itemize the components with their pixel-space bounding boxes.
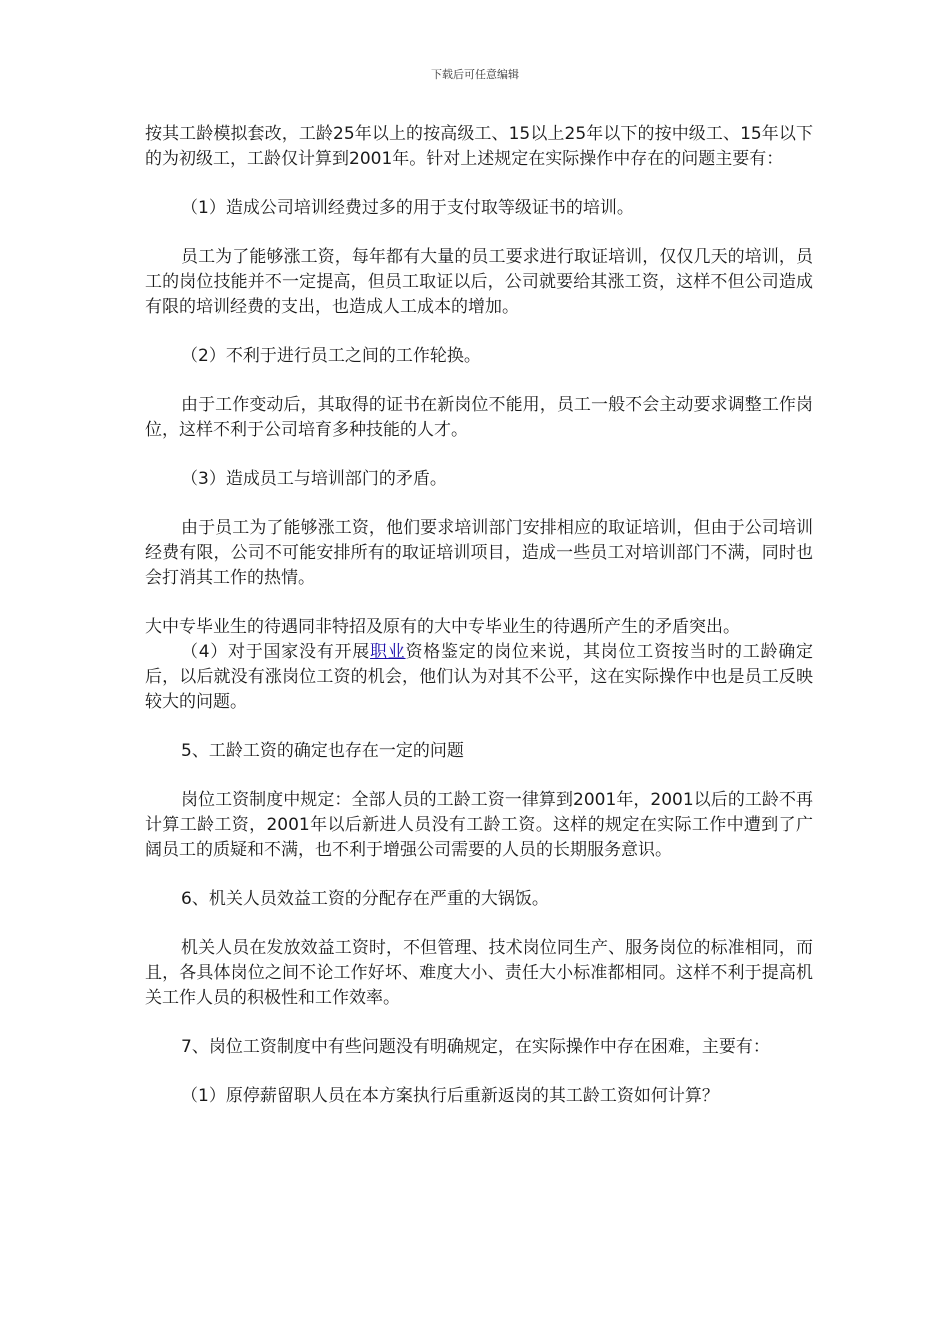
- list-item-4-text-before: （4）对于国家没有开展: [181, 642, 371, 662]
- paragraph-13: 机关人员在发放效益工资时，不但管理、技术岗位同生产、服务岗位的标准相同，而且，各具体岗位之间不论工作好坏、难度大小、责任大小标准都相同。这样不利于提高机关工作人员的积极性和工作效率。: [145, 938, 813, 1008]
- paragraph-1: 按其工龄模拟套改，工龄25年以上的按高级工、15以上25年以下的按中级工、15年以下的为初级工，工龄仅计算到2001年。针对上述规定在实际操作中存在的问题主要有：: [145, 124, 813, 169]
- list-item-3: （3）造成员工与培训部门的矛盾。: [181, 469, 447, 489]
- list-item-4-text-after: 资格鉴定的岗位来说，其岗位工资按当时的工龄确定后，以后就没有涨岗位工资的机会，他们认为对其不公平，这在实际操作中也是员工反映较大的问题。: [145, 642, 813, 712]
- paragraph-11: 岗位工资制度中规定：全部人员的工龄工资一律算到2001年，2001以后的工龄不再计算工龄工资，2001年以后新进人员没有工龄工资。这样的规定在实际工作中遭到了广阔员工的质疑和不满，也不利于增强公司需要的人员的长期服务意识。: [145, 790, 813, 860]
- section-heading-6: 6、机关人员效益工资的分配存在严重的大锅饭。: [181, 889, 549, 909]
- list-item-4: [145, 640, 813, 715]
- paragraph-5: 由于工作变动后，其取得的证书在新岗位不能用，员工一般不会主动要求调整工作岗位，这样不利于公司培育多种技能的人才。: [145, 395, 813, 440]
- document-body: [145, 122, 813, 1109]
- link-zhiye[interactable]: 职业: [370, 642, 406, 662]
- section-heading-5: 5、工龄工资的确定也存在一定的问题: [181, 741, 464, 761]
- list-item-1: （1）造成公司培训经费过多的用于支付取等级证书的培训。: [181, 198, 634, 218]
- paragraph-7: 由于员工为了能够涨工资，他们要求培训部门安排相应的取证培训，但由于公司培训经费有限，公司不可能安排所有的取证培训项目，造成一些员工对培训部门不满，同时也会打消其工作的热情。: [145, 518, 813, 588]
- list-item-7-1: （1）原停薪留职人员在本方案执行后重新返岗的其工龄工资如何计算？: [181, 1086, 719, 1106]
- paragraph-8: 大中专毕业生的待遇同非特招及原有的大中专毕业生的待遇所产生的矛盾突出。: [145, 617, 740, 637]
- paragraph-3: 员工为了能够涨工资，每年都有大量的员工要求进行取证培训，仅仅几天的培训，员工的岗位技能并不一定提高，但员工取证以后，公司就要给其涨工资，这样不但公司造成有限的培训经费的支出，也造成人工成本的增加。: [145, 247, 813, 317]
- page-header: 下载后可任意编辑: [431, 68, 519, 81]
- list-item-2: （2）不利于进行员工之间的工作轮换。: [181, 346, 481, 366]
- section-heading-7: 7、岗位工资制度中有些问题没有明确规定，在实际操作中存在困难，主要有：: [181, 1037, 770, 1057]
